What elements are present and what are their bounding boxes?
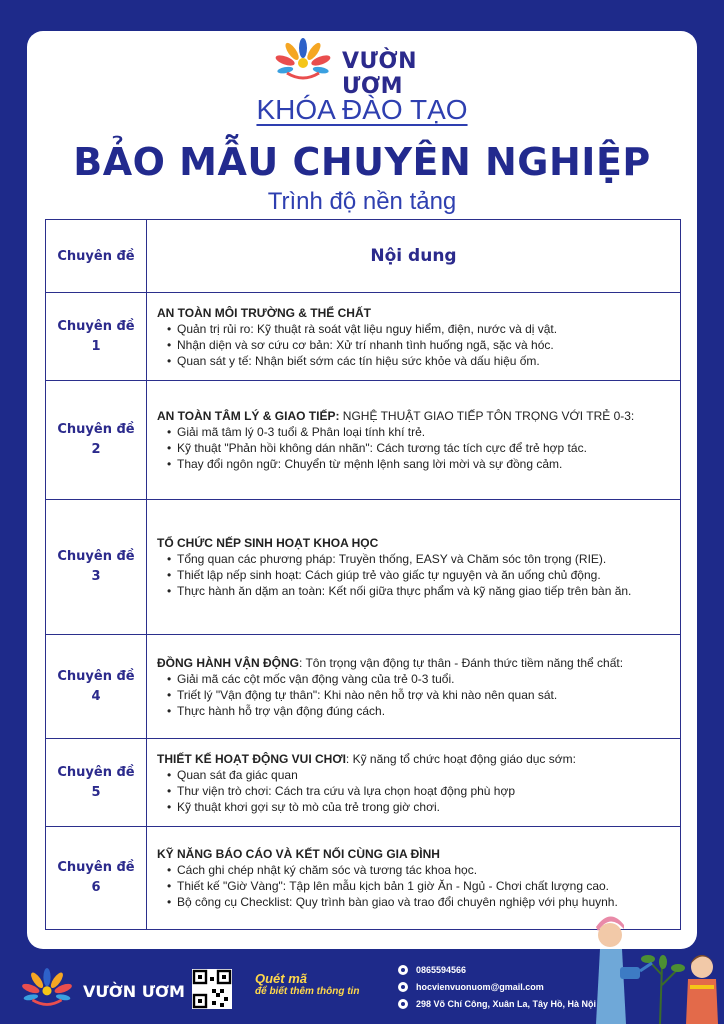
address-text: 298 Võ Chí Công, Xuân La, Tây Hồ, Hà Nội xyxy=(416,998,597,1009)
topic-number: 4 xyxy=(91,688,101,704)
content-cell xyxy=(147,293,681,381)
bullet-list xyxy=(157,671,670,719)
table-row xyxy=(46,739,681,827)
topic-cell xyxy=(46,381,147,500)
bullet-list xyxy=(157,424,670,472)
table-row xyxy=(46,635,681,739)
table-row xyxy=(46,381,681,500)
brand-name: VƯỜN ƯƠM xyxy=(342,49,418,99)
bullet-list xyxy=(157,767,670,815)
location-icon xyxy=(398,999,408,1009)
contact-address[interactable] xyxy=(398,995,596,1012)
list-item: • Kỹ thuật "Phản hồi không dán nhãn": Cách tương tác tích cực để trẻ hợp tác. xyxy=(167,440,670,456)
email-text: hocvienvuonuom@gmail.com xyxy=(416,981,544,992)
topic-label: Chuyên đề xyxy=(57,549,135,564)
topic-number: 2 xyxy=(91,442,101,457)
topic-cell xyxy=(46,500,147,635)
topic-cell xyxy=(46,739,147,827)
topic-number: 6 xyxy=(91,880,101,895)
contact-email[interactable] xyxy=(398,978,596,995)
content-cell xyxy=(147,500,681,635)
list-item: • Cách ghi chép nhật ký chăm sóc và tương tác khoa học. xyxy=(167,862,670,878)
list-item: • Triết lý "Vận động tự thân": Khi nào nên hỗ trợ và khi nào nên quan sát. xyxy=(167,687,670,703)
row-title: KỸ NĂNG BÁO CÁO VÀ KẾT NỐI CÙNG GIA ĐÌNH xyxy=(157,847,440,861)
list-item: • Thực hành hỗ trợ vận động đúng cách. xyxy=(167,703,670,719)
topic-number: 1 xyxy=(91,338,101,354)
row-title: THIẾT KẾ HOẠT ĐỘNG VUI CHƠI xyxy=(157,751,346,766)
topic-label: Chuyên đề xyxy=(57,318,135,334)
contact-phone[interactable] xyxy=(398,961,596,978)
brand-logo xyxy=(270,37,480,99)
contact-info xyxy=(398,961,596,1012)
list-item: • Nhận diện và sơ cứu cơ bản: Xử trí nhanh tình huống ngã, sặc và hóc. xyxy=(167,337,670,353)
list-item: • Kỹ thuật khơi gợi sự tò mò của trẻ trong giờ chơi. xyxy=(167,799,670,815)
scan-line-2: để biết thêm thông tin xyxy=(255,986,360,997)
course-level: Trình độ nền tảng xyxy=(267,188,457,215)
list-item: • Giải mã tâm lý 0-3 tuổi & Phân loại tính khí trẻ. xyxy=(167,424,670,440)
sunflower-logo-icon xyxy=(17,965,77,1013)
sunflower-logo-icon xyxy=(270,37,336,85)
email-icon xyxy=(398,982,408,992)
topic-number: 3 xyxy=(91,569,101,584)
topic-label: Chuyên đề xyxy=(57,422,135,437)
children-gardening-illustration xyxy=(590,905,724,1024)
list-item: • Giải mã các cột mốc vận động vàng của trẻ 0-3 tuổi. xyxy=(167,671,670,687)
bullet-list xyxy=(157,862,670,910)
row-title: ĐỒNG HÀNH VẬN ĐỘNG xyxy=(157,655,300,670)
qr-code-icon xyxy=(192,969,232,1009)
list-item: • Thiết kế "Giờ Vàng": Tập lên mẫu kịch bản 1 giờ Ăn - Ngủ - Chơi chất lượng cao. xyxy=(167,878,670,894)
content-cell xyxy=(147,635,681,739)
header-content: Nội dung xyxy=(147,220,681,293)
footer-brand-name: VƯỜN ƯƠM xyxy=(83,982,185,1001)
topic-cell xyxy=(46,293,147,381)
row-subtitle: : Kỹ năng tổ chức hoạt động giáo dục sớm: xyxy=(345,751,576,766)
list-item: • Quản trị rủi ro: Kỹ thuật rà soát vật liệu nguy hiểm, điện, nước và dị vật. xyxy=(167,321,670,337)
table-header-row xyxy=(46,220,681,293)
list-item: • Thay đổi ngôn ngữ: Chuyển từ mệnh lệnh sang lời mời và sự đồng cảm. xyxy=(167,456,670,472)
bullet-list xyxy=(157,551,670,599)
phone-text: 0865594566 xyxy=(416,964,467,975)
row-title: AN TOÀN TÂM LÝ & GIAO TIẾP: xyxy=(157,409,340,423)
list-item: • Bộ công cụ Checklist: Quy trình bàn giao và trao đổi chuyên nghiệp với phụ huynh. xyxy=(167,894,670,910)
course-subtitle: KHÓA ĐÀO TẠO xyxy=(256,94,468,125)
table-row xyxy=(46,293,681,381)
topic-label: Chuyên đề xyxy=(57,860,135,875)
bullet-list xyxy=(157,321,670,369)
course-title: BẢO MẪU CHUYÊN NGHIỆP xyxy=(73,140,651,184)
list-item: • Quan sát đa giác quan xyxy=(167,767,670,783)
topic-label: Chuyên đề xyxy=(57,764,135,780)
row-subtitle: : Tôn trọng vận động tự thân - Đánh thức tiềm năng thể chất: xyxy=(299,655,624,670)
content-cell xyxy=(147,739,681,827)
content-cell xyxy=(147,381,681,500)
list-item: • Tổng quan các phương pháp: Truyền thống, EASY và Chăm sóc tôn trọng (RIE). xyxy=(167,551,670,567)
curriculum-table xyxy=(45,219,681,930)
list-item: • Thực hành ăn dặm an toàn: Kết nối giữa thực phẩm và kỹ năng giao tiếp trên bàn ăn. xyxy=(167,583,670,599)
topic-cell xyxy=(46,635,147,739)
qr-code[interactable] xyxy=(192,969,232,1009)
footer-brand xyxy=(17,965,187,1015)
table-row xyxy=(46,500,681,635)
row-title: TỔ CHỨC NẾP SINH HOẠT KHOA HỌC xyxy=(157,536,379,550)
table-row xyxy=(46,827,681,930)
topic-label: Chuyên đề xyxy=(57,668,135,684)
topic-cell xyxy=(46,827,147,930)
scan-line-1: Quét mã xyxy=(255,971,308,986)
row-subtitle: NGHỆ THUẬT GIAO TIẾP TÔN TRỌNG VỚI TRẺ 0-3: xyxy=(339,409,635,423)
header-topic: Chuyên đề xyxy=(46,220,147,293)
topic-number: 5 xyxy=(91,784,101,800)
row-title: AN TOÀN MÔI TRƯỜNG & THỂ CHẤT xyxy=(157,305,371,320)
scan-prompt xyxy=(255,971,359,997)
phone-icon xyxy=(398,965,408,975)
list-item: • Quan sát y tế: Nhận biết sớm các tín hiệu sức khỏe và dấu hiệu ốm. xyxy=(167,353,670,369)
list-item: • Thiết lập nếp sinh hoạt: Cách giúp trẻ vào giấc tự nguyện và ăn uống chủ động. xyxy=(167,567,670,583)
list-item: • Thư viện trò chơi: Cách tra cứu và lựa chọn hoạt động phù hợp xyxy=(167,783,670,799)
